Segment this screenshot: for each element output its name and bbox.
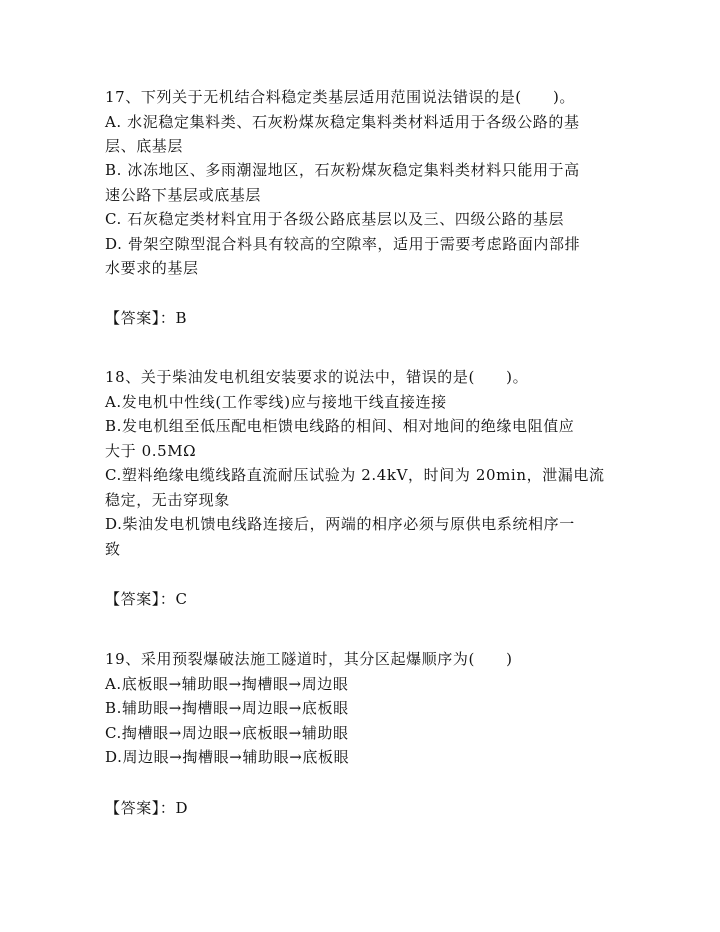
question-18-option-c-line1: C.塑料绝缘电缆线路直流耐压试验为 2.4kV，时间为 20min，泄漏电流 [105, 466, 605, 484]
question-17-option-a-line2: 层、底基层 [105, 137, 184, 155]
question-17-answer: 【答案】：B [105, 309, 188, 327]
question-18-option-a: A.发电机中性线(工作零线)应与接地干线直接连接 [105, 393, 447, 411]
question-19-option-a: A.底板眼→辅助眼→掏槽眼→周边眼 [105, 675, 349, 693]
question-18-answer: 【答案】：C [105, 590, 188, 608]
question-19-option-d: D.周边眼→掏槽眼→辅助眼→底板眼 [105, 748, 350, 766]
question-19-answer: 【答案】：D [105, 799, 189, 817]
question-17-stem: 17、下列关于无机结合料稳定类基层适用范围说法错误的是( )。 [105, 88, 575, 106]
question-17-option-b-line1: B. 冰冻地区、多雨潮湿地区，石灰粉煤灰稳定集料类材料只能用于高 [105, 161, 580, 179]
question-18-option-d-line2: 致 [105, 540, 121, 558]
question-17-option-b-line2: 速公路下基层或底基层 [105, 186, 262, 204]
question-17-option-c: C. 石灰稳定类材料宜用于各级公路底基层以及三、四级公路的基层 [105, 210, 565, 228]
question-18-option-b-line1: B.发电机组至低压配电柜馈电线路的相间、相对地间的绝缘电阻值应 [105, 417, 575, 435]
question-19-stem: 19、采用预裂爆破法施工隧道时，其分区起爆顺序为( ) [105, 650, 513, 668]
question-18-option-d-line1: D.柴油发电机馈电线路连接后，两端的相序必须与原供电系统相序一 [105, 515, 575, 533]
question-18-option-b-line2: 大于 0.5MΩ [105, 442, 197, 460]
question-18-stem: 18、关于柴油发电机组安装要求的说法中，错误的是( )。 [105, 368, 529, 386]
question-18-option-c-line2: 稳定，无击穿现象 [105, 491, 230, 509]
question-17-option-a-line1: A. 水泥稳定集料类、石灰粉煤灰稳定集料类材料适用于各级公路的基 [105, 113, 580, 131]
question-19-option-c: C.掏槽眼→周边眼→底板眼→辅助眼 [105, 724, 349, 742]
question-17-option-d-line1: D. 骨架空隙型混合料具有较高的空隙率，适用于需要考虑路面内部排 [105, 235, 581, 253]
question-19-option-b: B.辅助眼→掏槽眼→周边眼→底板眼 [105, 699, 349, 717]
question-17-option-d-line2: 水要求的基层 [105, 259, 199, 277]
